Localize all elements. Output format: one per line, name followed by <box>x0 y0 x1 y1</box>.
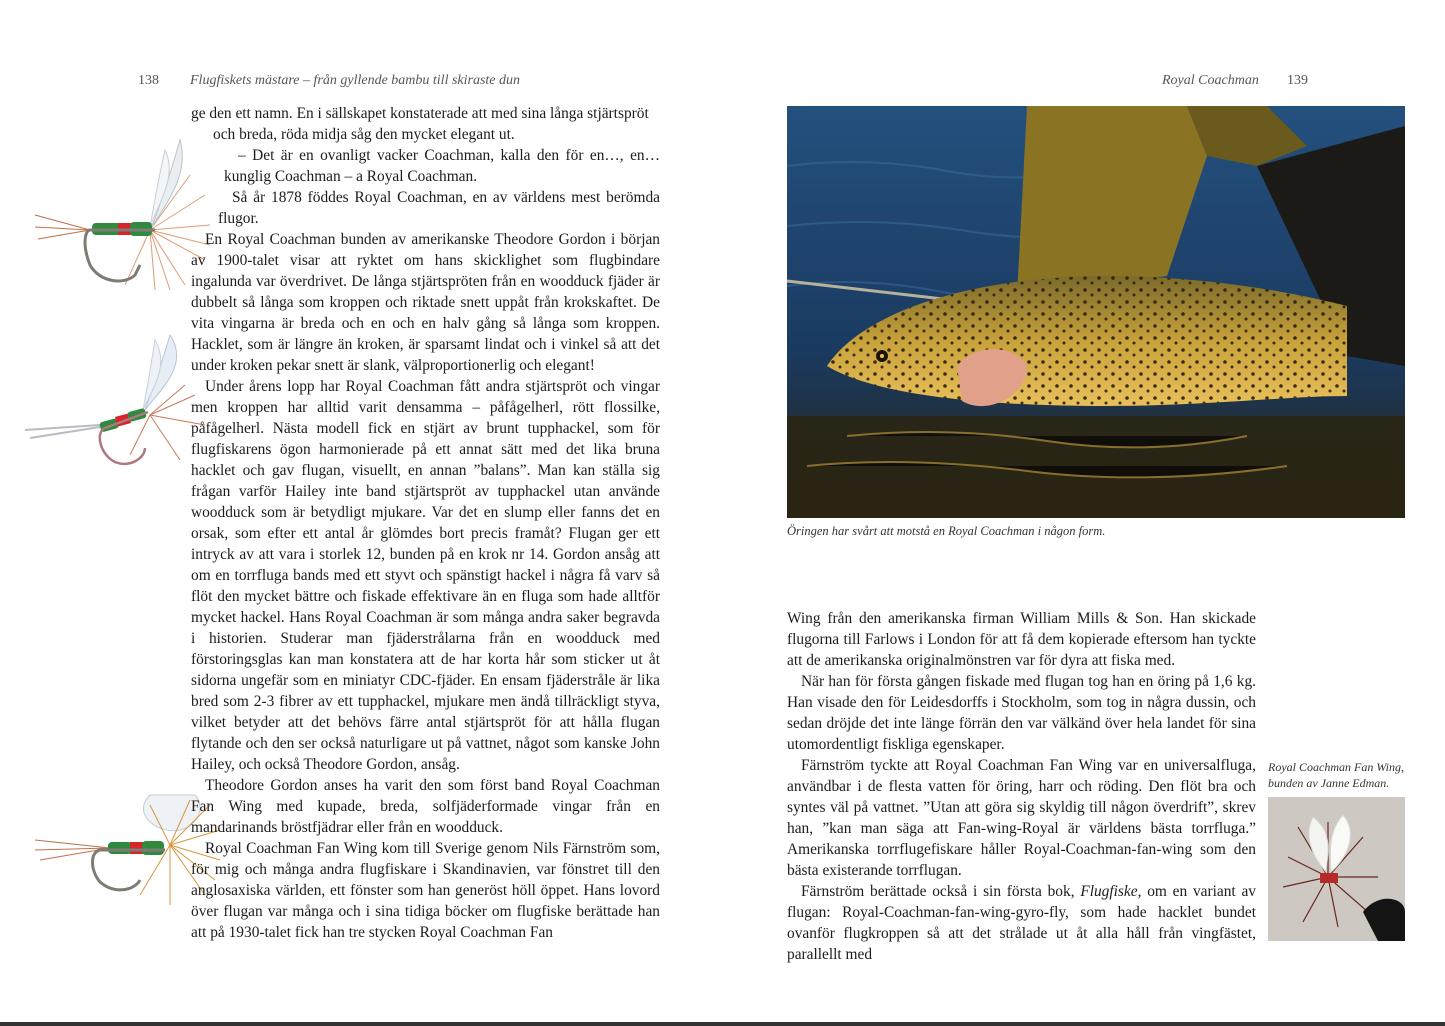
left-paragraph-4: En Royal Coachman bunden av amerikanske Theodore Gordon i början av 1900-talet visar att ryktet om hans skicklighet som flugbindare ingalunda var överdrivet. De långa stjärtspröten från en woodduck fjäder är dubbelt så långa som kroppen och riktade snett uppåt från krokskaftet. De vita vingarna är breda och en och en halv gång så långa som kroppen. Hacklet, som är längre än kroken, är sparsamt lindat och i vinkel så att det under kroken pekar snett är slank, välproportionerlig och elegant! <box>191 231 660 374</box>
right-paragraph-4-pre: Färnström berättade också i sin första bok, <box>801 883 1081 900</box>
left-running-title <box>190 73 520 89</box>
book-title-flugfiske: Flugfiske <box>1080 883 1138 900</box>
fan-wing-fly-photo <box>1268 797 1405 941</box>
left-paragraph-3: Så år 1878 föddes Royal Coachman, en av världens mest berömda flugor. <box>218 189 660 227</box>
left-paragraph-5: Under årens lopp har Royal Coachman fått andra stjärtspröt och vingar men kroppen har alltid varit densamma – påfågelherl, rött flossilke, påfågelherl. Nästa modell fick en stjärt av brunt tupphackel, som för flugfiskarens ögon harmonierade på ett annat sätt med det lika bruna hacklet och gav flugan, visuellt, en annan ”balans”. Man kan ställa sig frågan varför Hailey inte band stjärtspröt av tupphackel utan använde woodduck som är betydligt mjukare. Var det en slump eller fanns det en orsak, som efter ett antal år glömdes bort precis framåt? Flugan ger ett intryck av att vara i storlek 12, bunden på en krok nr 14. Gordon ansåg att om en torrfluga bands med ett styvt och spänstigt hackel i några få varv så flöt den mycket bättre och fiskade effektivare än en fluga som hade alltför mycket hackel. Hans Royal Coachman är som många andra saker begravda i historien. Studerar man fjäderstrålarna från en woodduck med förstoringsglas kan man konstatera att de har korta hår som sticker ut åt sidorna ungefär som en miniatyr CDC-fjäder. En ensam fjäderstråle är lika bred som 2-3 fibrer av ett tupphackel, mjukare men ändå tillräckligt styva, vilket betyder att det behövs färre antal stjärtspröt för att hålla flugan flytande och den ser också naturligare ut på vattnet, något som kanske John Hailey, och också Theodore Gordon, ansåg. <box>191 378 660 773</box>
photo-caption: Öringen har svårt att motstå en Royal Coachman i någon form. <box>787 524 1106 538</box>
right-column-text <box>787 608 1256 965</box>
left-paragraph-1a: ge den ett namn. En i sällskapet konstaterade att med sina långa stjärtspröt <box>191 105 649 122</box>
right-paragraph-3: Färnström tyckte att Royal Coachman Fan Wing var en universalfluga, användbar i de flesta vatten för öring, harr och röding. Den flöt bra och syntes väl på vattnet. ”Utan att göra sig skyldig till någon överdrift”, skrev han, ”kan man säga att Fan-wing-Royal är världens bästa torrfluga.” Amerikanska torrflugefiskare håller Royal-Coachman-fan-wing som den bästa existerande torrflugan. <box>787 757 1256 879</box>
right-paragraph-1: Wing från den amerikanska firman William Mills & Son. Han skickade flugorna till Farlows i London för att få dem kopierade eftersom han tyckte att de amerikanska originalmönstren var för dyra att fiska med. <box>787 610 1256 669</box>
left-running-title-text: Flugfiskets mästare – från gyllende bambu till skiraste dun <box>190 73 521 88</box>
left-paragraph-1b: och breda, röda midja såg den mycket elegant ut. <box>213 126 515 143</box>
side-caption: Royal Coachman Fan Wing, bunden av Janne Edman. <box>1268 760 1404 790</box>
left-column-text <box>191 103 660 943</box>
left-paragraph-6: Theodore Gordon anses ha varit den som först band Royal Coachman Fan Wing med kupade, breda, solfjäderformade vingar från en mandarinands bröstfjädrar eller från en woodduck. <box>191 777 660 836</box>
right-running-title <box>1162 73 1259 89</box>
right-paragraph-4 <box>787 881 1256 965</box>
right-paragraph-4-post: , om en variant av flugan: Royal-Coachman-fan-wing-gyro-fly, som hade hacklet bundet ovanför flugkroppen så att det strålade ut åt alla håll från vingfästet, parallellt med <box>787 883 1256 963</box>
right-running-title-text: Royal Coachman <box>1162 73 1259 88</box>
left-paragraph-2: – Det är en ovanligt vacker Coachman, kalla den för en…, en… kunglig Coachman – a Royal Coachman. <box>224 147 660 185</box>
left-paragraph-7: Royal Coachman Fan Wing kom till Sverige genom Nils Färnström som, för mig och många andra flugfiskare i Skandinavien, var fönstret till den anglosaxiska världen, ett fönster som han generöst höll öppet. Hans lovord över flugan var många och i sina tidiga böcker om flugfiske berättade han att på 1930-talet fick han tre stycken Royal Coachman Fan <box>191 840 660 941</box>
left-page-number: 138 <box>138 73 159 88</box>
right-page-number: 139 <box>1287 73 1308 88</box>
trout-photo <box>787 106 1405 518</box>
right-paragraph-2: När han för första gången fiskade med flugan tog han en öring på 1,6 kg. Han visade den för Leidesdorffs i Stockholm, som tog in några dussin, och sedan dröjde det inte länge förrän den var välkänd över hela landet för sina utomordentligt fiskliga egenskaper. <box>787 673 1256 753</box>
fly-illustration-middle <box>20 330 220 475</box>
bottom-edge-bar <box>0 1022 1445 1026</box>
